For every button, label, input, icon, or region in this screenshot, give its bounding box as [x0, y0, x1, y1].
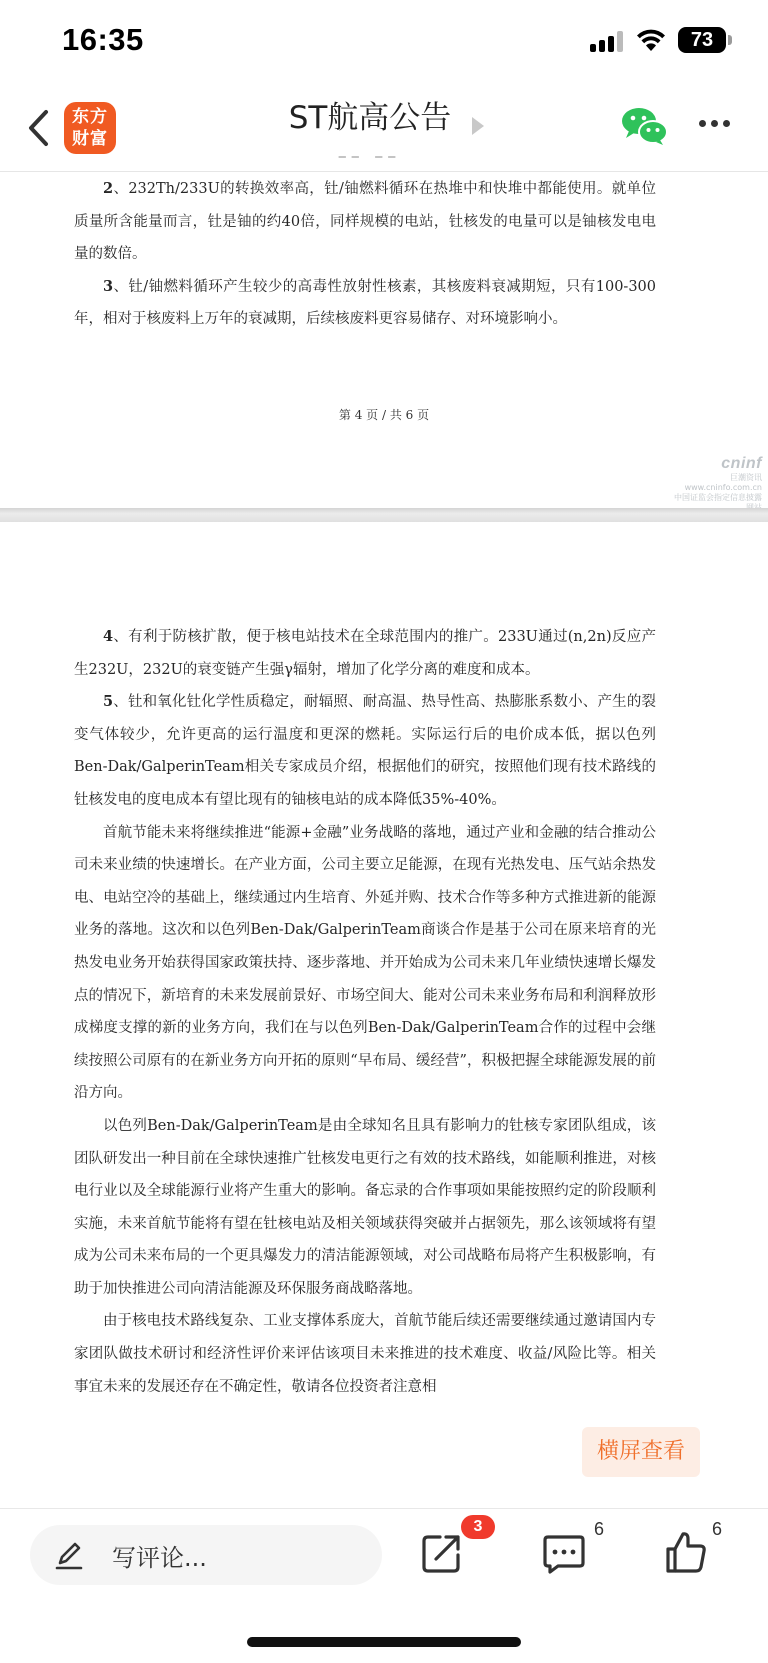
- paragraph: 以色列Ben-Dak/GalperinTeam是由全球知名且具有影响力的钍核专家团队组成，该团队研发出一种目前在全球快速推广钍核发电更行之有效的技术路线，如能顺利推进，对核电行业以及全球能源行业将产生重大的影响。备忘录的合作事项如果能按照约定的阶段顺利实施，未来首航节能将有望在钍核电站及相关领域获得突破并占据领先，那么该领域将有望成为公司未来布局的一个更具爆发力的清洁能源领域，对公司战略布局将产生积极影响，有助于加快推进公司向清洁能源及环保服务商战略落地。: [74, 1117, 656, 1297]
- paragraph: 4、有利于防核扩散，便于核电站技术在全球范围内的推广。233U通过(n,2n)反应产生232U，232U的衰变链产生强γ辐射，增加了化学分离的难度和成本。: [74, 628, 656, 678]
- share-badge: 3: [461, 1515, 495, 1539]
- battery-icon: 73: [678, 27, 726, 53]
- paragraph: 5、钍和氧化钍化学性质稳定，耐辐照、耐高温、热导性高、热膨胀系数小、产生的裂变气体较少，允许更高的运行温度和更深的燃耗。实际运行后的电价成本低，据以色列Ben-Dak/GalperinTeam相关专家成员介绍，根据他们的研究，按照他们现有技术路线的钍核发电的度电成本有望比现有的铀核电站的成本降低35%-40%。: [74, 693, 656, 808]
- like-count: 6: [712, 1519, 723, 1539]
- cninfo-watermark: cninf 巨潮资讯 www.cninfo.com.cn 中国证监会指定信息披露: [674, 455, 762, 502]
- page5-text: [74, 621, 656, 1403]
- comment-icon[interactable]: [542, 1533, 586, 1575]
- share-icon[interactable]: [420, 1531, 464, 1575]
- wifi-icon: [636, 27, 666, 53]
- page-number: 第 4 页 / 共 6 页: [338, 408, 430, 422]
- comment-count: 6: [594, 1519, 605, 1539]
- paragraph: 由于核电技术路线复杂、工业支撑体系庞大，首航节能后续还需要继续通过邀请国内专家团队做技术研讨和经济性评价来评估该项目未来推进的技术难度、收益/风险比等。相关事宜未来的发展还存在不确定性，敬请各位投资者注意相: [74, 1313, 656, 1395]
- paragraph: 3、钍/铀燃料循环产生较少的高毒性放射性核素，其核废料衰减期短，只有100-300年，相对于核废料上万年的衰减期，后续核废料更容易储存、对环境影响小。: [74, 277, 656, 328]
- pencil-icon: [54, 1539, 84, 1571]
- paragraph: 2、232Th/233U的转换效率高，钍/铀燃料循环在热堆中和快堆中都能使用。就单位质量所含能量而言，钍是铀的约40倍，同样规模的电站，钍核发的电量可以是铀核发电电量的数倍。: [74, 180, 656, 263]
- wechat-icon[interactable]: [620, 106, 668, 146]
- status-time: 16:35: [62, 22, 144, 57]
- app-logo: [64, 102, 116, 154]
- paragraph: 首航节能未来将继续推进“能源+金融”业务战略的落地，通过产业和金融的结合推动公司未来业绩的快速增长。在产业方面，公司主要立足能源，在现有光热发电、压气站余热发电、电站空冷的基础上，继续通过内生培育、外延并购、技术合作等多种方式推进新的能源业务的落地。这次和以色列Ben-Dak/GalperinTeam商谈合作是基于公司在原来培育的光热发电业务开始获得国家政策扶持、逐步落地、并开始成为公司未来几年业绩快速增长爆发点的情况下，新培育的未来发展前景好、市场空间大、能对公司未来业务布局和利润释放形成梯度支撑的新的业务方向，我们在与以色列Ben-Dak/GalperinTeam合作的过程中会继续按照公司原有的在新业务方向开拓的原则“早布局、缓经营”，积极把握全球能源发展的前沿方向。: [74, 824, 656, 1102]
- nav-header: [0, 84, 768, 172]
- comment-placeholder: 写评论...: [112, 1544, 207, 1572]
- bottom-action-bar: [0, 1508, 768, 1663]
- thumbs-up-icon[interactable]: [664, 1529, 708, 1575]
- status-bar: [0, 0, 768, 84]
- page-title: ST航高公告: [288, 100, 452, 136]
- comment-input[interactable]: [30, 1525, 382, 1585]
- more-icon[interactable]: [694, 114, 734, 134]
- chevron-left-icon[interactable]: [22, 106, 58, 150]
- landscape-view-button[interactable]: 横屏查看: [582, 1427, 700, 1477]
- home-indicator[interactable]: [247, 1637, 521, 1647]
- page-subtitle: __ __: [338, 142, 402, 158]
- play-icon[interactable]: [472, 117, 484, 135]
- document-viewer[interactable]: [0, 173, 768, 1508]
- app-logo-text: 东方 财富: [72, 107, 108, 149]
- battery-tip: [728, 35, 732, 45]
- document-page-4: [0, 173, 768, 508]
- page-separator: [0, 508, 768, 522]
- document-page-5: [0, 522, 768, 1508]
- cellular-signal-icon: [590, 30, 626, 52]
- page4-text: [74, 173, 656, 336]
